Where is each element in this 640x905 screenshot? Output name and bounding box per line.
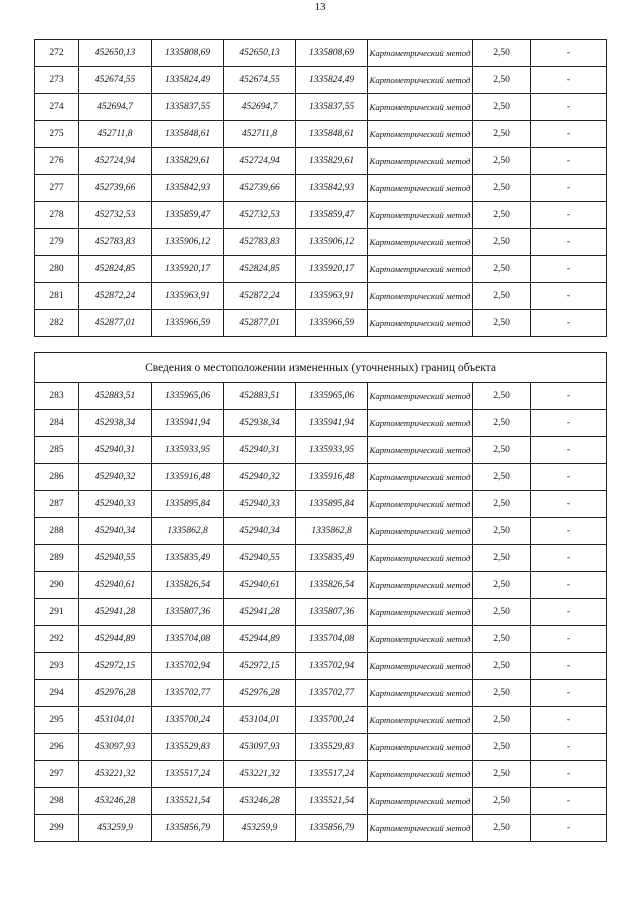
method-cell: Картометрический метод bbox=[368, 545, 473, 572]
accuracy-cell: 2,50 bbox=[473, 788, 531, 815]
point-number-cell: 293 bbox=[35, 653, 79, 680]
existing-x-cell: 452940,55 bbox=[79, 545, 152, 572]
new-x-cell: 452940,34 bbox=[224, 518, 296, 545]
accuracy-cell: 2,50 bbox=[473, 761, 531, 788]
method-cell: Картометрический метод bbox=[368, 680, 473, 707]
new-x-cell: 452650,13 bbox=[224, 40, 296, 67]
existing-y-cell: 1335966,59 bbox=[152, 310, 224, 337]
new-x-cell: 452783,83 bbox=[224, 229, 296, 256]
description-cell: - bbox=[531, 175, 607, 202]
accuracy-cell: 2,50 bbox=[473, 734, 531, 761]
new-y-cell: 1335859,47 bbox=[296, 202, 368, 229]
existing-y-cell: 1335920,17 bbox=[152, 256, 224, 283]
description-cell: - bbox=[531, 545, 607, 572]
description-cell: - bbox=[531, 518, 607, 545]
table-row bbox=[35, 229, 607, 256]
accuracy-cell: 2,50 bbox=[473, 383, 531, 410]
existing-y-cell: 1335704,08 bbox=[152, 626, 224, 653]
accuracy-cell: 2,50 bbox=[473, 599, 531, 626]
section-title: Сведения о местоположении измененных (уточненных) границ объекта bbox=[35, 353, 607, 383]
method-cell: Картометрический метод bbox=[368, 599, 473, 626]
existing-x-cell: 453259,9 bbox=[79, 815, 152, 842]
method-cell: Картометрический метод bbox=[368, 707, 473, 734]
new-y-cell: 1335702,77 bbox=[296, 680, 368, 707]
description-cell: - bbox=[531, 491, 607, 518]
point-number-cell: 279 bbox=[35, 229, 79, 256]
existing-x-cell: 453221,32 bbox=[79, 761, 152, 788]
accuracy-cell: 2,50 bbox=[473, 121, 531, 148]
method-cell: Картометрический метод bbox=[368, 653, 473, 680]
point-number-cell: 275 bbox=[35, 121, 79, 148]
existing-y-cell: 1335916,48 bbox=[152, 464, 224, 491]
description-cell: - bbox=[531, 734, 607, 761]
description-cell: - bbox=[531, 310, 607, 337]
point-number-cell: 290 bbox=[35, 572, 79, 599]
page-number: 13 bbox=[314, 1, 326, 13]
existing-x-cell: 452883,51 bbox=[79, 383, 152, 410]
description-cell: - bbox=[531, 707, 607, 734]
new-y-cell: 1335517,24 bbox=[296, 761, 368, 788]
new-x-cell: 452972,15 bbox=[224, 653, 296, 680]
point-number-cell: 287 bbox=[35, 491, 79, 518]
new-x-cell: 452872,24 bbox=[224, 283, 296, 310]
point-number-cell: 285 bbox=[35, 437, 79, 464]
new-y-cell: 1335700,24 bbox=[296, 707, 368, 734]
new-x-cell: 452940,32 bbox=[224, 464, 296, 491]
accuracy-cell: 2,50 bbox=[473, 572, 531, 599]
table-row bbox=[35, 626, 607, 653]
new-y-cell: 1335702,94 bbox=[296, 653, 368, 680]
description-cell: - bbox=[531, 410, 607, 437]
accuracy-cell: 2,50 bbox=[473, 518, 531, 545]
existing-x-cell: 452940,34 bbox=[79, 518, 152, 545]
point-number-cell: 278 bbox=[35, 202, 79, 229]
table-row bbox=[35, 283, 607, 310]
existing-x-cell: 452650,13 bbox=[79, 40, 152, 67]
table-row bbox=[35, 734, 607, 761]
existing-y-cell: 1335702,77 bbox=[152, 680, 224, 707]
description-cell: - bbox=[531, 437, 607, 464]
table-row bbox=[35, 40, 607, 67]
new-y-cell: 1335941,94 bbox=[296, 410, 368, 437]
existing-x-cell: 452940,33 bbox=[79, 491, 152, 518]
point-number-cell: 276 bbox=[35, 148, 79, 175]
new-x-cell: 452877,01 bbox=[224, 310, 296, 337]
table-row bbox=[35, 175, 607, 202]
new-x-cell: 453221,32 bbox=[224, 761, 296, 788]
existing-x-cell: 452938,34 bbox=[79, 410, 152, 437]
new-x-cell: 452694,7 bbox=[224, 94, 296, 121]
new-x-cell: 452940,33 bbox=[224, 491, 296, 518]
description-cell: - bbox=[531, 599, 607, 626]
existing-y-cell: 1335829,61 bbox=[152, 148, 224, 175]
new-x-cell: 452940,31 bbox=[224, 437, 296, 464]
accuracy-cell: 2,50 bbox=[473, 256, 531, 283]
method-cell: Картометрический метод bbox=[368, 626, 473, 653]
table-row bbox=[35, 410, 607, 437]
new-x-cell: 452739,66 bbox=[224, 175, 296, 202]
method-cell: Картометрический метод bbox=[368, 761, 473, 788]
description-cell: - bbox=[531, 572, 607, 599]
point-number-cell: 284 bbox=[35, 410, 79, 437]
table-row bbox=[35, 788, 607, 815]
table-row bbox=[35, 202, 607, 229]
method-cell: Картометрический метод bbox=[368, 175, 473, 202]
new-y-cell: 1335824,49 bbox=[296, 67, 368, 94]
table-row bbox=[35, 148, 607, 175]
description-cell: - bbox=[531, 67, 607, 94]
accuracy-cell: 2,50 bbox=[473, 310, 531, 337]
method-cell: Картометрический метод bbox=[368, 67, 473, 94]
accuracy-cell: 2,50 bbox=[473, 680, 531, 707]
accuracy-cell: 2,50 bbox=[473, 410, 531, 437]
existing-x-cell: 452724,94 bbox=[79, 148, 152, 175]
existing-x-cell: 452783,83 bbox=[79, 229, 152, 256]
description-cell: - bbox=[531, 94, 607, 121]
existing-y-cell: 1335521,54 bbox=[152, 788, 224, 815]
accuracy-cell: 2,50 bbox=[473, 815, 531, 842]
existing-y-cell: 1335529,83 bbox=[152, 734, 224, 761]
point-number-cell: 292 bbox=[35, 626, 79, 653]
new-y-cell: 1335966,59 bbox=[296, 310, 368, 337]
section-title-row bbox=[35, 353, 607, 383]
description-cell: - bbox=[531, 121, 607, 148]
description-cell: - bbox=[531, 40, 607, 67]
table-row bbox=[35, 310, 607, 337]
existing-y-cell: 1335963,91 bbox=[152, 283, 224, 310]
existing-y-cell: 1335837,55 bbox=[152, 94, 224, 121]
coordinates-table-existing-body bbox=[35, 40, 607, 337]
point-number-cell: 289 bbox=[35, 545, 79, 572]
point-number-cell: 296 bbox=[35, 734, 79, 761]
new-y-cell: 1335920,17 bbox=[296, 256, 368, 283]
existing-x-cell: 452877,01 bbox=[79, 310, 152, 337]
existing-x-cell: 452941,28 bbox=[79, 599, 152, 626]
existing-x-cell: 452711,8 bbox=[79, 121, 152, 148]
existing-x-cell: 452872,24 bbox=[79, 283, 152, 310]
table-row bbox=[35, 121, 607, 148]
point-number-cell: 277 bbox=[35, 175, 79, 202]
point-number-cell: 273 bbox=[35, 67, 79, 94]
existing-y-cell: 1335702,94 bbox=[152, 653, 224, 680]
description-cell: - bbox=[531, 788, 607, 815]
new-y-cell: 1335856,79 bbox=[296, 815, 368, 842]
new-y-cell: 1335916,48 bbox=[296, 464, 368, 491]
point-number-cell: 298 bbox=[35, 788, 79, 815]
existing-y-cell: 1335842,93 bbox=[152, 175, 224, 202]
accuracy-cell: 2,50 bbox=[473, 148, 531, 175]
method-cell: Картометрический метод bbox=[368, 464, 473, 491]
existing-x-cell: 452940,61 bbox=[79, 572, 152, 599]
existing-x-cell: 452694,7 bbox=[79, 94, 152, 121]
new-y-cell: 1335965,06 bbox=[296, 383, 368, 410]
accuracy-cell: 2,50 bbox=[473, 464, 531, 491]
new-y-cell: 1335848,61 bbox=[296, 121, 368, 148]
new-x-cell: 452940,61 bbox=[224, 572, 296, 599]
accuracy-cell: 2,50 bbox=[473, 175, 531, 202]
method-cell: Картометрический метод bbox=[368, 283, 473, 310]
new-y-cell: 1335826,54 bbox=[296, 572, 368, 599]
new-y-cell: 1335521,54 bbox=[296, 788, 368, 815]
method-cell: Картометрический метод bbox=[368, 383, 473, 410]
existing-y-cell: 1335807,36 bbox=[152, 599, 224, 626]
table-row bbox=[35, 545, 607, 572]
point-number-cell: 280 bbox=[35, 256, 79, 283]
existing-y-cell: 1335941,94 bbox=[152, 410, 224, 437]
new-y-cell: 1335895,84 bbox=[296, 491, 368, 518]
description-cell: - bbox=[531, 815, 607, 842]
description-cell: - bbox=[531, 680, 607, 707]
existing-x-cell: 452944,89 bbox=[79, 626, 152, 653]
existing-y-cell: 1335862,8 bbox=[152, 518, 224, 545]
table-row bbox=[35, 383, 607, 410]
table-row bbox=[35, 653, 607, 680]
point-number-cell: 299 bbox=[35, 815, 79, 842]
new-y-cell: 1335963,91 bbox=[296, 283, 368, 310]
coordinates-table-existing bbox=[34, 39, 607, 337]
new-y-cell: 1335835,49 bbox=[296, 545, 368, 572]
existing-x-cell: 452732,53 bbox=[79, 202, 152, 229]
existing-x-cell: 452940,32 bbox=[79, 464, 152, 491]
point-number-cell: 286 bbox=[35, 464, 79, 491]
existing-y-cell: 1335933,95 bbox=[152, 437, 224, 464]
existing-x-cell: 453104,01 bbox=[79, 707, 152, 734]
description-cell: - bbox=[531, 202, 607, 229]
accuracy-cell: 2,50 bbox=[473, 545, 531, 572]
table-row bbox=[35, 256, 607, 283]
existing-y-cell: 1335895,84 bbox=[152, 491, 224, 518]
new-y-cell: 1335837,55 bbox=[296, 94, 368, 121]
accuracy-cell: 2,50 bbox=[473, 626, 531, 653]
new-x-cell: 452824,85 bbox=[224, 256, 296, 283]
new-y-cell: 1335829,61 bbox=[296, 148, 368, 175]
existing-y-cell: 1335808,69 bbox=[152, 40, 224, 67]
method-cell: Картометрический метод bbox=[368, 94, 473, 121]
new-x-cell: 452724,94 bbox=[224, 148, 296, 175]
new-x-cell: 453097,93 bbox=[224, 734, 296, 761]
method-cell: Картометрический метод bbox=[368, 202, 473, 229]
description-cell: - bbox=[531, 383, 607, 410]
new-x-cell: 452732,53 bbox=[224, 202, 296, 229]
table-row bbox=[35, 94, 607, 121]
accuracy-cell: 2,50 bbox=[473, 40, 531, 67]
existing-y-cell: 1335848,61 bbox=[152, 121, 224, 148]
method-cell: Картометрический метод bbox=[368, 491, 473, 518]
new-x-cell: 452940,55 bbox=[224, 545, 296, 572]
existing-x-cell: 452824,85 bbox=[79, 256, 152, 283]
accuracy-cell: 2,50 bbox=[473, 653, 531, 680]
table-row bbox=[35, 437, 607, 464]
new-y-cell: 1335906,12 bbox=[296, 229, 368, 256]
point-number-cell: 283 bbox=[35, 383, 79, 410]
existing-y-cell: 1335826,54 bbox=[152, 572, 224, 599]
method-cell: Картометрический метод bbox=[368, 815, 473, 842]
description-cell: - bbox=[531, 761, 607, 788]
accuracy-cell: 2,50 bbox=[473, 491, 531, 518]
new-x-cell: 452944,89 bbox=[224, 626, 296, 653]
existing-y-cell: 1335906,12 bbox=[152, 229, 224, 256]
new-x-cell: 453259,9 bbox=[224, 815, 296, 842]
point-number-cell: 291 bbox=[35, 599, 79, 626]
table-row bbox=[35, 707, 607, 734]
new-y-cell: 1335862,8 bbox=[296, 518, 368, 545]
existing-x-cell: 453097,93 bbox=[79, 734, 152, 761]
description-cell: - bbox=[531, 653, 607, 680]
table-row bbox=[35, 491, 607, 518]
new-x-cell: 453246,28 bbox=[224, 788, 296, 815]
new-y-cell: 1335529,83 bbox=[296, 734, 368, 761]
existing-x-cell: 452674,55 bbox=[79, 67, 152, 94]
new-x-cell: 452941,28 bbox=[224, 599, 296, 626]
coordinates-table-changed-body bbox=[35, 353, 607, 842]
coordinates-table-changed bbox=[34, 352, 607, 842]
point-number-cell: 295 bbox=[35, 707, 79, 734]
existing-x-cell: 452739,66 bbox=[79, 175, 152, 202]
point-number-cell: 288 bbox=[35, 518, 79, 545]
existing-y-cell: 1335835,49 bbox=[152, 545, 224, 572]
method-cell: Картометрический метод bbox=[368, 40, 473, 67]
description-cell: - bbox=[531, 229, 607, 256]
point-number-cell: 281 bbox=[35, 283, 79, 310]
existing-y-cell: 1335856,79 bbox=[152, 815, 224, 842]
new-x-cell: 452674,55 bbox=[224, 67, 296, 94]
accuracy-cell: 2,50 bbox=[473, 707, 531, 734]
point-number-cell: 282 bbox=[35, 310, 79, 337]
point-number-cell: 297 bbox=[35, 761, 79, 788]
point-number-cell: 294 bbox=[35, 680, 79, 707]
new-y-cell: 1335933,95 bbox=[296, 437, 368, 464]
table-row bbox=[35, 815, 607, 842]
accuracy-cell: 2,50 bbox=[473, 202, 531, 229]
accuracy-cell: 2,50 bbox=[473, 94, 531, 121]
existing-y-cell: 1335859,47 bbox=[152, 202, 224, 229]
description-cell: - bbox=[531, 626, 607, 653]
new-x-cell: 453104,01 bbox=[224, 707, 296, 734]
new-x-cell: 452976,28 bbox=[224, 680, 296, 707]
description-cell: - bbox=[531, 464, 607, 491]
table-row bbox=[35, 518, 607, 545]
method-cell: Картометрический метод bbox=[368, 437, 473, 464]
existing-y-cell: 1335824,49 bbox=[152, 67, 224, 94]
existing-x-cell: 452976,28 bbox=[79, 680, 152, 707]
point-number-cell: 272 bbox=[35, 40, 79, 67]
description-cell: - bbox=[531, 256, 607, 283]
new-y-cell: 1335704,08 bbox=[296, 626, 368, 653]
table-row bbox=[35, 599, 607, 626]
existing-x-cell: 452940,31 bbox=[79, 437, 152, 464]
accuracy-cell: 2,50 bbox=[473, 229, 531, 256]
existing-y-cell: 1335700,24 bbox=[152, 707, 224, 734]
existing-y-cell: 1335517,24 bbox=[152, 761, 224, 788]
method-cell: Картометрический метод bbox=[368, 256, 473, 283]
method-cell: Картометрический метод bbox=[368, 788, 473, 815]
existing-y-cell: 1335965,06 bbox=[152, 383, 224, 410]
table-row bbox=[35, 680, 607, 707]
table-row bbox=[35, 761, 607, 788]
description-cell: - bbox=[531, 283, 607, 310]
method-cell: Картометрический метод bbox=[368, 518, 473, 545]
new-x-cell: 452938,34 bbox=[224, 410, 296, 437]
point-number-cell: 274 bbox=[35, 94, 79, 121]
method-cell: Картометрический метод bbox=[368, 572, 473, 599]
table-row bbox=[35, 572, 607, 599]
new-y-cell: 1335807,36 bbox=[296, 599, 368, 626]
existing-x-cell: 452972,15 bbox=[79, 653, 152, 680]
new-x-cell: 452883,51 bbox=[224, 383, 296, 410]
accuracy-cell: 2,50 bbox=[473, 283, 531, 310]
new-y-cell: 1335808,69 bbox=[296, 40, 368, 67]
method-cell: Картометрический метод bbox=[368, 148, 473, 175]
accuracy-cell: 2,50 bbox=[473, 437, 531, 464]
method-cell: Картометрический метод bbox=[368, 229, 473, 256]
existing-x-cell: 453246,28 bbox=[79, 788, 152, 815]
new-x-cell: 452711,8 bbox=[224, 121, 296, 148]
table-row bbox=[35, 67, 607, 94]
method-cell: Картометрический метод bbox=[368, 734, 473, 761]
method-cell: Картометрический метод bbox=[368, 121, 473, 148]
new-y-cell: 1335842,93 bbox=[296, 175, 368, 202]
table-row bbox=[35, 464, 607, 491]
accuracy-cell: 2,50 bbox=[473, 67, 531, 94]
description-cell: - bbox=[531, 148, 607, 175]
method-cell: Картометрический метод bbox=[368, 410, 473, 437]
method-cell: Картометрический метод bbox=[368, 310, 473, 337]
